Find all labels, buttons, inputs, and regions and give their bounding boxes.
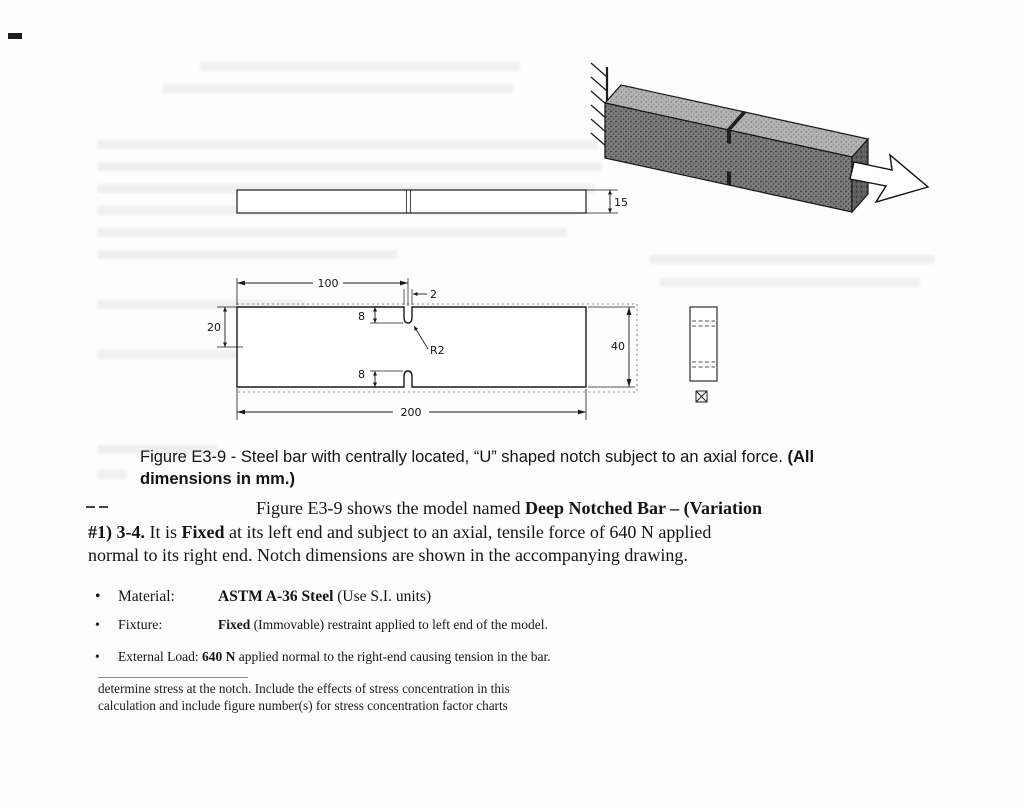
front-view [217,278,637,420]
scan-line [98,677,248,678]
bullet-marker: • [95,618,100,633]
instruction-text [98,680,510,714]
dim-notch-radius-label: R2 [430,344,445,357]
dim-thickness-label: 15 [614,196,628,209]
bullet-material: • Material: ASTM A-36 Steel (Use S.I. units) [95,588,432,605]
dim-notch-depth-top-label: 8 [358,310,365,323]
top-view [237,190,618,213]
side-view [690,307,717,381]
caption-bold-part2: dimensions in mm.) [140,470,295,488]
dim-notch-depth-bottom-label: 8 [358,368,365,381]
paragraph-line-1: Figure E3-9 shows the model named Deep Notched Bar – (Variation [256,498,762,518]
bullet-marker: • [95,588,101,605]
caption-text: Figure E3-9 - Steel bar with centrally located, “U” shaped notch subject to an axial force. [140,448,788,466]
instruction-line-1: determine stress at the notch. Include the effects of stress concentration in this [98,681,510,696]
scan-mark [8,33,22,39]
dimension-drawing [185,182,745,442]
dim-length-label: 200 [400,406,422,419]
figure-caption [140,446,1000,490]
dim-notch-width-label: 2 [430,288,437,301]
bullet-fixture: • Fixture: Fixed (Immovable) restraint applied to left end of the model. [95,617,548,633]
paragraph-line-3: normal to its right end. Notch dimensions are shown in the accompanying drawing. [88,545,688,565]
paragraph-line-2: #1) 3-4. It is Fixed at its left end and subject to an axial, tensile force of 640 N applied [88,521,712,542]
instruction-line-2: calculation and include figure number(s) for stress concentration factor charts [98,698,508,713]
body-paragraph [88,497,948,568]
dim-notch-offset-label: 100 [317,277,339,290]
fixture-label: Fixture: [118,618,163,633]
bullet-marker: • [95,649,100,664]
bullet-load: • External Load: 640 N applied normal to the right-end causing tension in the bar. [95,649,551,664]
dim-half-height-label: 20 [207,321,221,334]
material-label: Material: [118,588,175,605]
notched-bar-outline [237,307,586,387]
caption-bold-part: (All [787,448,815,466]
dim-height-label: 40 [611,340,625,353]
crossed-box-icon [696,391,707,402]
